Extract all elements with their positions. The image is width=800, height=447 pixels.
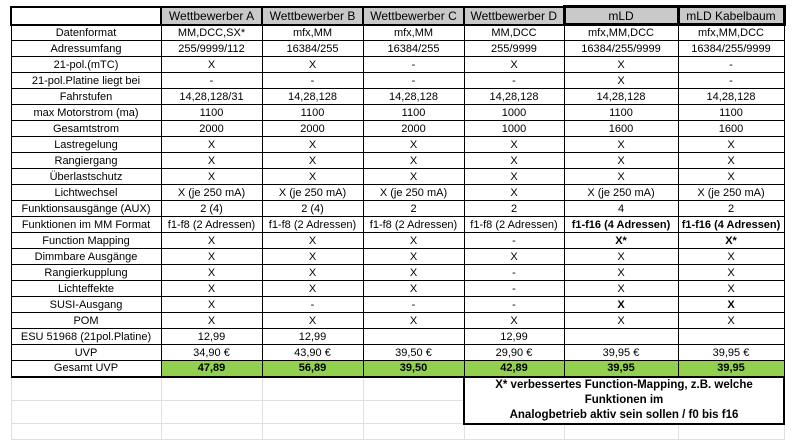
table-row (11, 137, 784, 153)
value-cell: X (363, 137, 464, 153)
row-label: ESU 51968 (21pol.Platine) (11, 329, 161, 345)
row-label: Lichtwechsel (11, 185, 161, 201)
row-label: 21-pol.Platine liegt bei (11, 73, 161, 89)
value-cell: X (464, 249, 564, 265)
value-cell: X (je 250 mA) (678, 185, 784, 201)
value-cell: 47,89 (161, 361, 262, 377)
value-cell: X (363, 249, 464, 265)
value-cell: X (464, 137, 564, 153)
table-row (11, 361, 784, 377)
table-row (11, 249, 784, 265)
value-cell: X (161, 297, 262, 313)
value-cell: X (464, 313, 564, 329)
value-cell: 39,95 € (564, 345, 678, 361)
value-cell: 12,99 (262, 329, 363, 345)
value-cell: X (262, 265, 363, 281)
value-cell: 2000 (161, 121, 262, 137)
value-cell: 2000 (262, 121, 363, 137)
value-cell: 2 (4) (161, 201, 262, 217)
value-cell: - (363, 57, 464, 73)
value-cell: 255/9999 (464, 41, 564, 57)
value-cell: 39,95 € (678, 345, 784, 361)
column-header: Wettbewerber A (161, 7, 262, 25)
value-cell: X (363, 153, 464, 169)
value-cell: 2000 (363, 121, 464, 137)
value-cell: X (161, 281, 262, 297)
table-row (11, 169, 784, 185)
value-cell: X (262, 233, 363, 249)
value-cell: X (678, 153, 784, 169)
value-cell: f1-f16 (4 Adressen) (564, 217, 678, 233)
value-cell: 34,90 € (161, 345, 262, 361)
empty-cell (363, 400, 464, 424)
value-cell: X (262, 281, 363, 297)
footnote-line: Analogbetrieb aktiv sein sollen / f0 bis f16 (509, 408, 739, 421)
value-cell: 39,95 (678, 361, 784, 377)
empty-cell (363, 424, 464, 440)
row-label: Dimmbare Ausgänge (11, 249, 161, 265)
value-cell: X (564, 313, 678, 329)
value-cell: X (564, 73, 678, 89)
value-cell: X (262, 137, 363, 153)
empty-cell (678, 424, 784, 440)
value-cell: 4 (564, 201, 678, 217)
value-cell: f1-f8 (2 Adressen) (464, 217, 564, 233)
row-label: Lichteffekte (11, 281, 161, 297)
empty-row (11, 377, 784, 401)
row-label: 21-pol.(mTC) (11, 57, 161, 73)
footnote-line: X* verbessertes Function-Mapping, z.B. welche Funktionen im (495, 378, 753, 406)
value-cell: X (363, 265, 464, 281)
value-cell: X (161, 265, 262, 281)
table-row (11, 313, 784, 329)
value-cell: 14,28,128/31 (161, 89, 262, 105)
value-cell: 29,90 € (464, 345, 564, 361)
value-cell: X (464, 169, 564, 185)
value-cell: 16384/255/9999 (564, 41, 678, 57)
empty-cell (161, 400, 262, 424)
value-cell: X (564, 281, 678, 297)
value-cell: 42,89 (464, 361, 564, 377)
value-cell: - (464, 265, 564, 281)
table-row (11, 57, 784, 73)
value-cell: 14,28,128 (262, 89, 363, 105)
value-cell: 39,50 (363, 361, 464, 377)
value-cell: X (262, 153, 363, 169)
value-cell: 12,99 (161, 329, 262, 345)
value-cell: 2 (4) (262, 201, 363, 217)
value-cell: mfx,MM,DCC (678, 25, 784, 41)
value-cell: X (564, 153, 678, 169)
value-cell: X (564, 249, 678, 265)
value-cell: X (678, 137, 784, 153)
value-cell: X (161, 57, 262, 73)
row-label: Funktionen im MM Format (11, 217, 161, 233)
empty-cell (161, 377, 262, 401)
table-row (11, 73, 784, 89)
value-cell: X (363, 169, 464, 185)
value-cell: mfx,MM (363, 25, 464, 41)
empty-cell (11, 424, 161, 440)
table-row (11, 121, 784, 137)
empty-cell (262, 424, 363, 440)
value-cell: X (678, 249, 784, 265)
value-cell: X (161, 137, 262, 153)
corner-cell (11, 7, 161, 25)
decoder-comparison-table (10, 5, 786, 440)
empty-cell (262, 400, 363, 424)
value-cell: 2 (363, 201, 464, 217)
row-label: Function Mapping (11, 233, 161, 249)
row-label: POM (11, 313, 161, 329)
value-cell: X (564, 137, 678, 153)
value-cell: X (564, 297, 678, 313)
value-cell: 1600 (564, 121, 678, 137)
value-cell: X (678, 297, 784, 313)
row-label: Funktionsausgänge (AUX) (11, 201, 161, 217)
value-cell: X (161, 233, 262, 249)
value-cell: 1000 (464, 105, 564, 121)
value-cell: 16384/255/9999 (678, 41, 784, 57)
value-cell: X (363, 281, 464, 297)
empty-row (11, 424, 784, 440)
row-label: max Motorstrom (ma) (11, 105, 161, 121)
value-cell: - (464, 233, 564, 249)
table-row (11, 281, 784, 297)
value-cell: X (je 250 mA) (564, 185, 678, 201)
value-cell: 1100 (363, 105, 464, 121)
value-cell (678, 329, 784, 345)
table-row (11, 105, 784, 121)
value-cell: - (464, 281, 564, 297)
row-label: Überlastschutz (11, 169, 161, 185)
column-header: mLD (564, 7, 678, 25)
table-row (11, 329, 784, 345)
column-header: Wettbewerber D (464, 7, 564, 25)
value-cell: X* (564, 233, 678, 249)
column-header: Wettbewerber C (363, 7, 464, 25)
value-cell: X (678, 313, 784, 329)
value-cell: - (678, 73, 784, 89)
value-cell: mfx,MM (262, 25, 363, 41)
value-cell: X (161, 249, 262, 265)
value-cell: 1600 (678, 121, 784, 137)
footnote-box (464, 377, 784, 424)
value-cell: 16384/255 (363, 41, 464, 57)
value-cell (564, 329, 678, 345)
value-cell: X (564, 57, 678, 73)
row-label: SUSI-Ausgang (11, 297, 161, 313)
table-row (11, 153, 784, 169)
row-label: Fahrstufen (11, 89, 161, 105)
table-row (11, 265, 784, 281)
column-header: Wettbewerber B (262, 7, 363, 25)
value-cell: 14,28,128 (564, 89, 678, 105)
table-row (11, 345, 784, 361)
value-cell: X (464, 185, 564, 201)
value-cell: 39,95 (564, 361, 678, 377)
empty-cell (564, 424, 678, 440)
value-cell: 1100 (262, 105, 363, 121)
value-cell: 1100 (678, 105, 784, 121)
table-row (11, 41, 784, 57)
value-cell: X (363, 313, 464, 329)
table-row (11, 185, 784, 201)
value-cell: 2 (464, 201, 564, 217)
value-cell: X (262, 313, 363, 329)
value-cell: f1-f8 (2 Adressen) (161, 217, 262, 233)
row-label: Gesamtstrom (11, 121, 161, 137)
value-cell: f1-f8 (2 Adressen) (262, 217, 363, 233)
table-row (11, 201, 784, 217)
value-cell: - (262, 73, 363, 89)
empty-cell (161, 424, 262, 440)
value-cell: MM,DCC,SX* (161, 25, 262, 41)
row-label: Adressumfang (11, 41, 161, 57)
value-cell: X (564, 265, 678, 281)
value-cell: X (678, 281, 784, 297)
value-cell: X (262, 169, 363, 185)
value-cell: X (678, 169, 784, 185)
value-cell: 2 (678, 201, 784, 217)
value-cell: 1100 (161, 105, 262, 121)
value-cell: 14,28,128 (464, 89, 564, 105)
row-label: Rangierkupplung (11, 265, 161, 281)
value-cell: MM,DCC (464, 25, 564, 41)
table-body (11, 25, 784, 440)
value-cell: X (je 250 mA) (262, 185, 363, 201)
row-label: Lastregelung (11, 137, 161, 153)
value-cell: 255/9999/112 (161, 41, 262, 57)
value-cell: X* (678, 233, 784, 249)
value-cell: X (262, 57, 363, 73)
value-cell: 14,28,128 (363, 89, 464, 105)
value-cell: 39,50 € (363, 345, 464, 361)
table-row (11, 217, 784, 233)
row-label: Rangiergang (11, 153, 161, 169)
value-cell: X (363, 233, 464, 249)
value-cell: 14,28,128 (678, 89, 784, 105)
value-cell: mfx,MM,DCC (564, 25, 678, 41)
value-cell (363, 329, 464, 345)
value-cell: X (262, 249, 363, 265)
value-cell: X (161, 169, 262, 185)
empty-cell (363, 377, 464, 401)
value-cell: X (464, 57, 564, 73)
row-label: Datenformat (11, 25, 161, 41)
value-cell: - (464, 73, 564, 89)
table-row (11, 233, 784, 249)
value-cell: - (363, 73, 464, 89)
row-label: UVP (11, 345, 161, 361)
value-cell: - (678, 57, 784, 73)
empty-cell (11, 400, 161, 424)
empty-cell (464, 424, 564, 440)
value-cell: 12,99 (464, 329, 564, 345)
value-cell: X (464, 153, 564, 169)
header-row (11, 7, 784, 25)
value-cell: 1100 (564, 105, 678, 121)
value-cell: - (161, 73, 262, 89)
value-cell: f1-f16 (4 Adressen) (678, 217, 784, 233)
table-row (11, 25, 784, 41)
column-header: mLD Kabelbaum (678, 7, 784, 25)
row-label: Gesamt UVP (11, 361, 161, 377)
value-cell: X (161, 313, 262, 329)
value-cell: 43,90 € (262, 345, 363, 361)
value-cell: 56,89 (262, 361, 363, 377)
value-cell: 16384/255 (262, 41, 363, 57)
value-cell: - (464, 297, 564, 313)
value-cell: X (je 250 mA) (363, 185, 464, 201)
value-cell: - (363, 297, 464, 313)
table-row (11, 89, 784, 105)
value-cell: - (262, 297, 363, 313)
value-cell: f1-f8 (2 Adressen) (363, 217, 464, 233)
value-cell: X (161, 153, 262, 169)
table-row (11, 297, 784, 313)
empty-cell (262, 377, 363, 401)
value-cell: X (564, 169, 678, 185)
value-cell: 1000 (464, 121, 564, 137)
empty-cell (11, 377, 161, 401)
value-cell: X (678, 265, 784, 281)
value-cell: X (je 250 mA) (161, 185, 262, 201)
